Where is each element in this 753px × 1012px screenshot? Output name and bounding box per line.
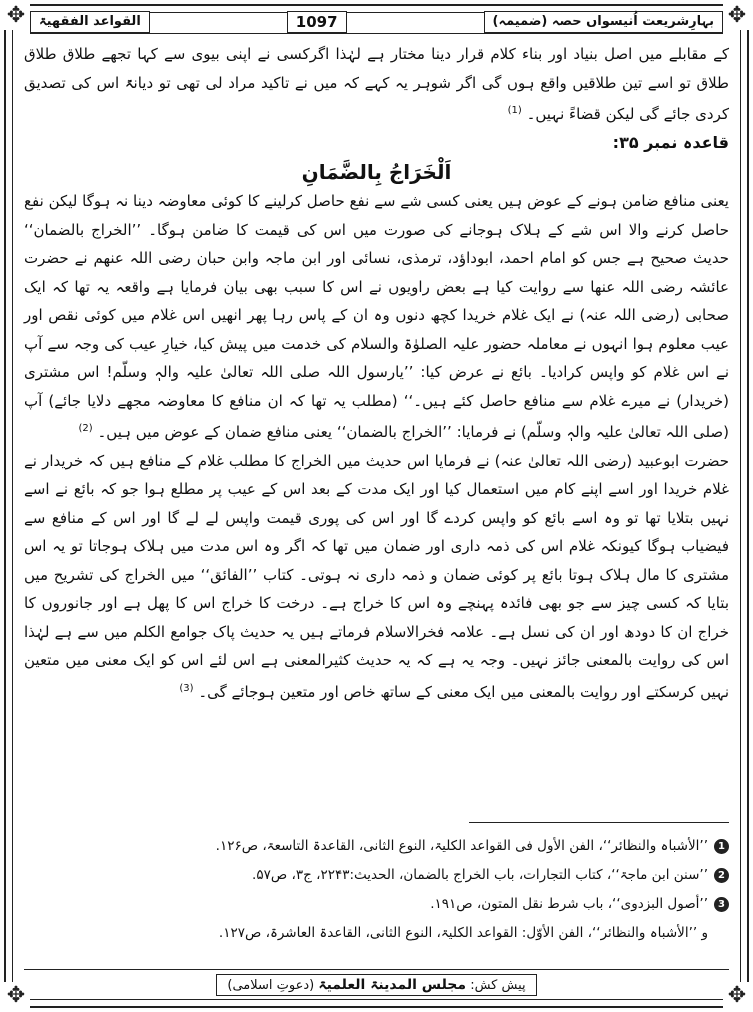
ornament-corner-icon: ✥ [2,2,30,30]
ornament-corner-icon: ✥ [2,982,30,1010]
footnote-ref: (2) [78,423,93,434]
ornament-corner-icon: ✥ [723,2,751,30]
footnote-text: ’’الأشباہ والنظائر‘‘، الفن الأول فی القواعد الکلیۃ، النوع الثانی، القاعدۃ التاسعۃ، ص۱۲۶. [215,838,708,854]
header-divider [30,33,723,34]
footnote-number-badge: 2 [714,868,729,883]
footnote-ref: (3) [179,682,194,694]
section-title: القواعد الفقھیۃ [30,11,150,33]
paragraph-text: حضرت ابوعبید (رضی اللہ تعالیٰ عنہ) نے فرمایا اس حدیث میں الخراج کا مطلب غلام کے منافع ہیں کہ خریدار نے غلام خریدا اور اسے اپنے کام میں استعمال کیا اور ایک مدت کے بعد اس کے عیب پر مطلع ہوا جو کہ بائع نے اسے نہیں بتلایا تھا تو وہ اسے بائع کو واپس کردے گا اور اس کی پوری قیمت واپس لے لے گا اور اس کے منافع سے فیضیاب ہوگا کیونکہ غلام اس کی ذمہ داری اور ضمان میں تھا کہ اگر وہ اس مدت میں ہلاک ہوجاتا تو یہ اس مشتری کا مال ہلاک ہوتا بائع پر کوئی ضمان و ذمہ داری نہ ہوتی۔ کتاب ’’الفائق‘‘ میں الخراج کی تشریح میں بتایا کہ کسی چیز سے جو بھی فائدہ پہنچے وہ اس کا خراج ہے۔ درخت کا خراج اس کا پھل ہے اور جانوروں کا خراج ان کا دودھ اور ان کی نسل ہے۔ علامہ فخرالاسلام فرماتے ہیں یہ حدیث پاک جوامع الکلم میں سے ہے لہٰذا اس کی روایت بالمعنی جائز نہیں۔ وجہ یہ ہے کہ یہ حدیث کثیرالمعنی ہے اس لئے اس کو ایک معنی میں متعین نہیں کرسکتے اور روایت بالمعنی میں ایک معنی کے ساتھ خاص اور متعین ہوجائے گی۔ [24,451,729,701]
paragraph [24,40,729,129]
footer-suffix: (دعوتِ اسلامی) [227,978,315,993]
footnote-text: ’’سنن ابن ماجۃ‘‘، کتاب التجارات، باب الخراج بالضمان، الحدیث:۲۲۴۳، ج۳، ص۵۷. [252,867,708,883]
footnote-ref: (1) [507,105,522,116]
footnote-text: ’’أصول البزدوی‘‘، باب شرط نقل المتون، ص۱۹۱. [430,896,708,912]
footnote-text: و ’’الأشباہ والنظائر‘‘، الفن الأوّل: القواعد الکلیۃ، النوع الثانی، القاعدۃ العاشرۃ، ص۱۲۷. [218,925,708,941]
footnote-item [30,919,729,948]
main-text [24,40,729,706]
footnote-divider [469,822,729,823]
paragraph [24,447,729,707]
paragraph-text: کے مقابلے میں اصل بنیاد اور بناء کلام قرار دینا مختار ہے لہٰذا اگرکسی نے اپنی بیوی سے کہا تجھے طلاق طلاق طلاق تو اسے تین طلاقیں واقع ہوں گی اگر شوہر یہ کہے کہ میں نے تاکید مراد لی تھی تو دیانۃً اس کی تصدیق کردی جائے گی لیکن قضاءً نہیں۔ [24,45,729,123]
publisher-credit [216,974,536,996]
rule-number-heading: قاعدہ نمبر ۳۵: [612,132,729,152]
publisher-name: مجلس المدینۃ العلمیۃ [318,977,467,993]
footer-prefix: پیش کش: [470,978,526,993]
paragraph [24,187,729,447]
page-number: 1097 [287,11,347,33]
rule-title: اَلْخَرَاجُ بِالضَّمَانِ [301,160,452,184]
page-footer [24,969,729,1000]
book-title: بہارِشریعت اُنیسواں حصہ (ضمیمہ) [484,11,723,33]
ornament-corner-icon: ✥ [723,982,751,1010]
paragraph-text: یعنی منافع ضامن ہونے کے عوض ہیں یعنی کسی شے سے نفع حاصل کرلینے کا کوئی معاوضہ دینا نہ ہوگا لیکن نفع حاصل کرنے والا اس شے کے ہلاک ہوجانے کی صورت میں اس کی قیمت کا ضامن ہوگا۔ ’’الخراج بالضمان‘‘ حدیث صحیح ہے جس کو امام احمد، ابوداؤد، ترمذی، نسائی اور ابن ماجہ وابن حبان رضی اللہ عنھم نے حضرت عائشہ رضی اللہ عنھا سے روایت کیا ہے بعض راویوں نے اس کا سبب بھی بیان فرمایا ہے واقعہ یہ تھا کہ ایک صحابی (رضی اللہ عنہ) نے ایک غلام خریدا کچھ دنوں وہ ان کے پاس رہا پھر انھیں اس غلام میں کوئی نقص اور عیب معلوم ہوا انہوں نے معاملہ حضور علیہ الصلوٰۃ والسلام کی خدمت میں پیش کیا، خیارِ عیب کی وجہ سے آپ نے اس غلام کو واپس کرادیا۔ بائع نے عرض کیا: ’’یارسول اللہ صلی اللہ تعالیٰ علیہ والہٖ وسلّم! اس مشتری (خریدار) نے میرے غلام سے منافع حاصل کئے ہیں۔‘‘ (مطلب یہ تھا کہ ان منافع کا معاوضہ مجھے دلایا جائے) آپ (صلی اللہ تعالیٰ علیہ والہٖ وسلّم) نے فرمایا: ’’الخراج بالضمان‘‘ یعنی منافع ضمان کے عوض میں ہیں۔ [24,192,729,441]
footnote-item [30,890,729,919]
footnote-number-badge: 1 [714,839,729,854]
page-header [30,10,723,34]
footnotes [30,832,729,948]
footnote-number-badge: 3 [714,897,729,912]
footnote-item [30,861,729,890]
footnote-item [30,832,729,861]
